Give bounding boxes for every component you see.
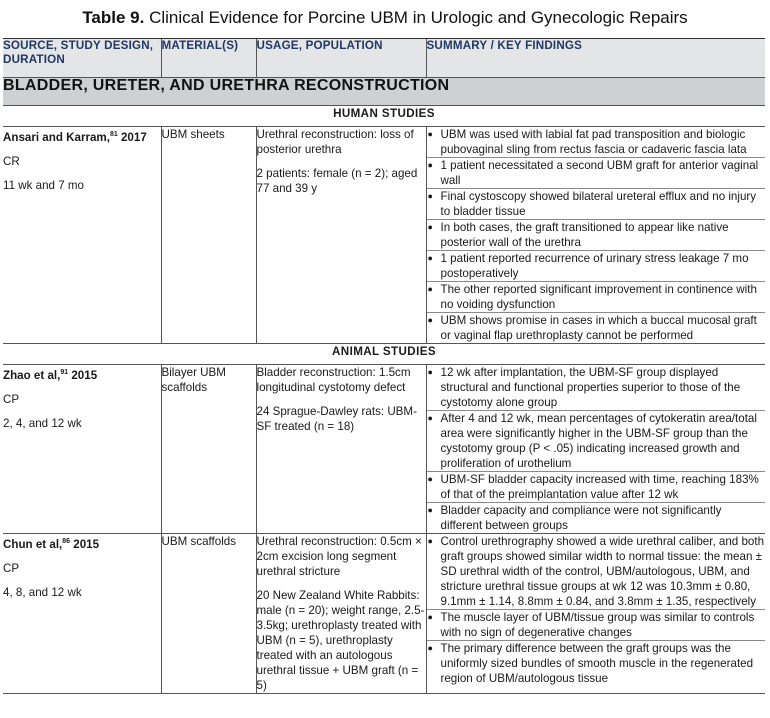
- source-cell: [3, 534, 161, 694]
- material-cell: UBM scaffolds: [161, 534, 256, 694]
- study-source: [3, 127, 161, 145]
- study-ref: 86: [62, 538, 71, 545]
- table-title: [0, 0, 770, 36]
- finding-item: ● In both cases, the graft transitioned to appear like native posterior wall of the urethra: [427, 219, 766, 250]
- study-author: Zhao et al,: [3, 368, 61, 382]
- study-year: 2015: [70, 537, 100, 551]
- finding-item: ● UBM was used with labial fat pad transposition and biologic pubovaginal sling from rectus fascia or cadaveric fascia lata: [427, 127, 766, 157]
- section-title: BLADDER, URETER, AND URETHRA RECONSTRUCTION: [3, 78, 765, 106]
- population-text: 20 New Zealand White Rabbits: male (n = 20); weight range, 2.5-3.5kg; urethroplasty treated with UBM (n = 5), urethroplasty treated with an autologous urethral tissue + UBM graft (n = 5): [256, 589, 425, 692]
- material-cell: Bilayer UBM scaffolds: [161, 365, 256, 534]
- table-row: [3, 534, 765, 694]
- population-text: 2 patients: female (n = 2); aged 77 and 39 y: [256, 167, 418, 195]
- finding-item: ● After 4 and 12 wk, mean percentages of cytokeratin area/total area were significantly higher in the UBM-SF group than the cystotomy group (P < .05) indicating increased growth and proliferation of urothelium: [427, 410, 766, 471]
- study-ref: 81: [109, 131, 118, 138]
- table-caption: Clinical Evidence for Porcine UBM in Urologic and Gynecologic Repairs: [149, 8, 688, 27]
- usage-cell: [256, 534, 426, 694]
- usage-text: Bladder reconstruction: 1.5cm longitudinal cystotomy defect: [256, 366, 411, 394]
- usage-text: Urethral reconstruction: 0.5cm × 2cm excision long segment urethral stricture: [256, 535, 422, 578]
- subsection-row-animal: [3, 344, 765, 365]
- finding-item: ● The muscle layer of UBM/tissue group was similar to controls with no sign of degenerative changes: [427, 609, 766, 640]
- study-year: 2015: [68, 368, 98, 382]
- study-duration: 11 wk and 7 mo: [3, 178, 84, 192]
- study-author: Ansari and Karram,: [3, 130, 110, 144]
- usage-cell: [256, 365, 426, 534]
- finding-item: ● Bladder capacity and compliance were not significantly different between groups: [427, 502, 766, 533]
- material-cell: UBM sheets: [161, 127, 256, 344]
- study-duration: 2, 4, and 12 wk: [3, 416, 82, 430]
- header-material: MATERIAL(S): [161, 39, 256, 78]
- study-design: CP: [3, 392, 20, 406]
- evidence-table: [3, 38, 765, 694]
- subsection-row-human: [3, 106, 765, 127]
- subsection-animal: ANIMAL STUDIES: [3, 344, 765, 365]
- finding-item: ● UBM-SF bladder capacity increased with time, reaching 183% of that of the preimplantation value after 12 wk: [427, 471, 766, 502]
- finding-item: ● The primary difference between the graft groups was the uniformly sized bundles of smooth muscle in the regenerated region of UBM/autologous tissue: [427, 640, 766, 686]
- table-row: [3, 365, 765, 534]
- source-cell: [3, 365, 161, 534]
- findings-list: [427, 534, 766, 686]
- header-summary: SUMMARY / KEY FINDINGS: [426, 39, 765, 78]
- study-source: [3, 534, 161, 552]
- findings-list: [427, 365, 766, 533]
- finding-item: ● 1 patient reported recurrence of urinary stress leakage 7 mo postoperatively: [427, 250, 766, 281]
- subsection-human: HUMAN STUDIES: [3, 106, 765, 127]
- finding-item: ● The other reported significant improvement in continence with no voiding dysfunction: [427, 281, 766, 312]
- finding-item: ● Final cystoscopy showed bilateral ureteral efflux and no injury to bladder tissue: [427, 188, 766, 219]
- findings-list: [427, 127, 766, 343]
- study-author: Chun et al,: [3, 537, 63, 551]
- usage-text: Urethral reconstruction: loss of posterior urethra: [256, 128, 414, 156]
- header-source: SOURCE, STUDY DESIGN, DURATION: [3, 39, 161, 78]
- finding-item: ● Control urethrography showed a wide urethral caliber, and both graft groups showed similar width to normal tissue: the mean ± SD urethral width of the control, UBM/autologous, UBM, and stricture urethral tissue groups at wk 12 was 10.3mm ± 0.80, 9.1mm ± 1.14, 8.8mm ± 0.84, and 3.8mm ± 1.35, respectively: [427, 534, 766, 609]
- study-source: [3, 365, 161, 383]
- study-design: CP: [3, 561, 20, 575]
- study-duration: 4, 8, and 12 wk: [3, 585, 82, 599]
- source-cell: [3, 127, 161, 344]
- study-design: CR: [3, 154, 20, 168]
- section-row: [3, 78, 765, 106]
- finding-item: ● 1 patient necessitated a second UBM graft for anterior vaginal wall: [427, 157, 766, 188]
- study-year: 2017: [117, 130, 147, 144]
- finding-item: ● 12 wk after implantation, the UBM-SF group displayed structural and functional properties superior to those of the cystotomy alone group: [427, 365, 766, 410]
- header-row: [3, 39, 765, 78]
- study-ref: 91: [60, 369, 69, 376]
- table-row: [3, 127, 765, 344]
- table-label: Table 9.: [82, 8, 145, 27]
- findings-cell: [426, 534, 765, 694]
- population-text: 24 Sprague-Dawley rats: UBM-SF treated (n = 18): [256, 405, 417, 433]
- finding-item: ● UBM shows promise in cases in which a buccal mucosal graft or vaginal flap urethroplasty cannot be performed: [427, 312, 766, 343]
- findings-cell: [426, 365, 765, 534]
- findings-cell: [426, 127, 765, 344]
- usage-cell: [256, 127, 426, 344]
- header-usage: USAGE, POPULATION: [256, 39, 426, 78]
